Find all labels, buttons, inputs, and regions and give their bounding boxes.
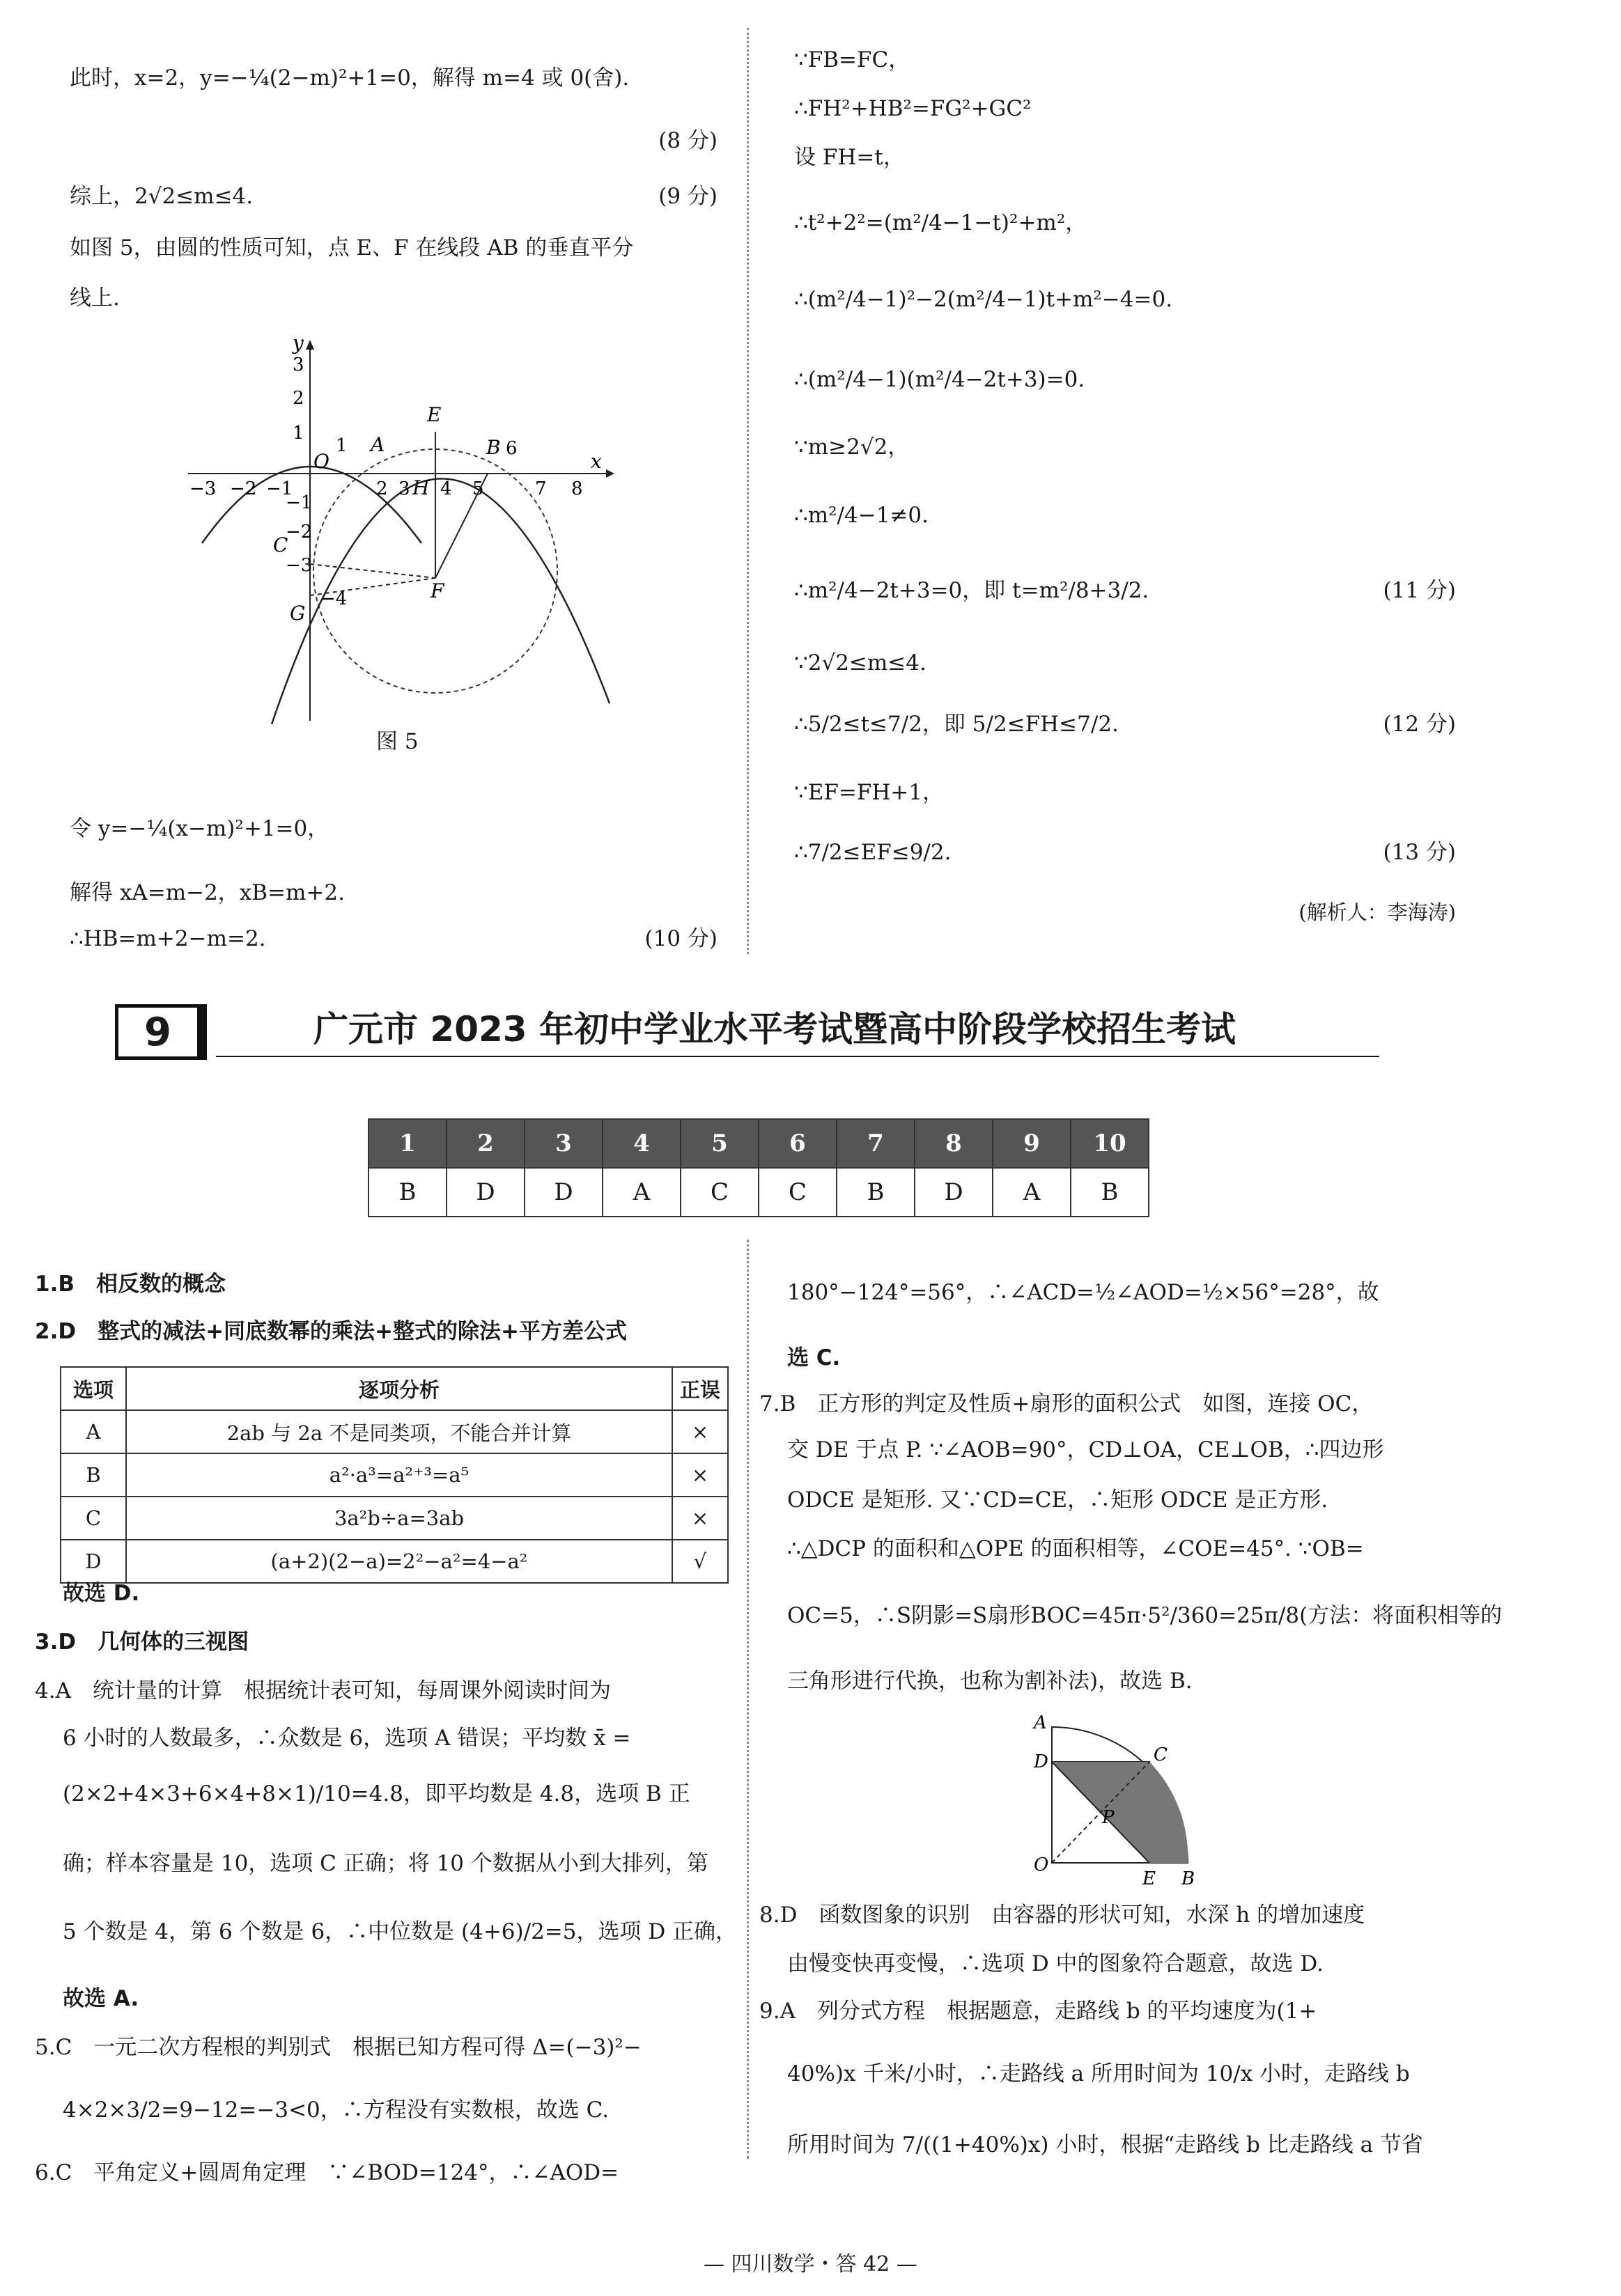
figure-5 <box>174 334 627 724</box>
q1-line: 1.B 相反数的概念 <box>35 1272 226 1297</box>
q4-line: 4.A 统计量的计算 根据统计表可知，每周课外阅读时间为 <box>35 1678 611 1703</box>
page-footer: — 四川数学・答 42 — <box>704 2252 917 2277</box>
tick-x: 3 <box>398 478 410 499</box>
q7-line: OC=5，∴S阴影=S扇形BOC=45π·5²/360=25π/8(方法：将面积相等的 <box>787 1603 1503 1628</box>
q5-line: 4×2×3/2=9−12=−3<0，∴方程没有实数根，故选 C. <box>63 2098 610 2123</box>
option-label: C <box>61 1497 126 1540</box>
label-E: E <box>427 403 442 426</box>
q4-end: 故选 A. <box>63 1986 139 2011</box>
label-A: A <box>1034 1712 1047 1733</box>
tick-y: 2 <box>293 388 304 409</box>
q8-line: 由慢变快再变慢，∴选项 D 中的图象符合题意，故选 D. <box>787 1951 1324 1976</box>
answer-cell: D <box>525 1168 603 1217</box>
score: (13 分) <box>1383 840 1456 865</box>
tick-x: −1 <box>266 478 293 499</box>
tick-y: −3 <box>286 555 313 576</box>
answer-header: 6 <box>759 1119 837 1168</box>
label-B: B <box>486 436 501 459</box>
text-line: ∴HB=m+2−m=2. <box>70 926 266 951</box>
label-G: G <box>290 602 306 625</box>
answer-cell: A <box>993 1168 1071 1217</box>
th-analysis: 逐项分析 <box>126 1367 672 1410</box>
q9-line: 40%)x 千米/小时，∴走路线 a 所用时间为 10/x 小时，走路线 b <box>787 2061 1410 2086</box>
answer-header: 5 <box>681 1119 759 1168</box>
option-label: B <box>61 1453 126 1497</box>
answer-cell: B <box>1071 1168 1149 1217</box>
option-label: A <box>61 1410 126 1453</box>
option-result: × <box>672 1453 728 1497</box>
tick-x: 4 <box>440 478 452 499</box>
section-number-box <box>115 1004 207 1060</box>
section-underline <box>216 1056 1379 1057</box>
tick-y: 1 <box>293 423 304 444</box>
axis-y-label: y <box>293 334 304 354</box>
option-analysis: (a+2)(2−a)=2²−a²=4−a² <box>126 1540 672 1583</box>
tick-y: 3 <box>293 354 304 375</box>
q9-line: 所用时间为 7/((1+40%)x) 小时，根据“走路线 b 比走路线 a 节省 <box>787 2132 1423 2157</box>
author-note: (解析人：李海涛) <box>1298 900 1456 924</box>
answer-header: 7 <box>837 1119 915 1168</box>
section-number: 9 <box>144 1009 171 1055</box>
text-line: ∵EF=FH+1， <box>794 780 945 805</box>
label-H: H <box>412 476 430 499</box>
score: (10 分) <box>644 926 718 951</box>
tick-x: 5 <box>472 478 484 499</box>
q2-line: 2.D 整式的减法+同底数幂的乘法+整式的除法+平方差公式 <box>35 1319 627 1344</box>
column-divider <box>747 1240 749 2159</box>
answer-cell: D <box>447 1168 525 1217</box>
label-O: O <box>313 450 329 473</box>
section-title: 广元市 2023 年初中学业水平考试暨高中阶段学校招生考试 <box>313 1009 1236 1049</box>
answer-header: 8 <box>915 1119 993 1168</box>
label-C: C <box>1154 1744 1168 1765</box>
options-table <box>60 1366 729 1584</box>
label-P: P <box>1102 1807 1115 1828</box>
label-D: D <box>1034 1751 1048 1772</box>
text-line: ∴7/2≤EF≤9/2. <box>794 840 952 865</box>
q6-end: 选 C. <box>787 1345 841 1370</box>
text-line: ∴FH²+HB²=FG²+GC² <box>794 96 1032 121</box>
text-line: 解得 xA=m−2，xB=m+2. <box>70 880 345 905</box>
text-line: ∵m≥2√2， <box>794 435 910 460</box>
text-line: 综上，2√2≤m≤4. <box>70 184 254 209</box>
th-result: 正误 <box>672 1367 728 1410</box>
q7-figure <box>1024 1706 1205 1887</box>
answer-header: 2 <box>447 1119 525 1168</box>
tick-x: −3 <box>189 478 217 499</box>
q7-line: ∴△DCP 的面积和△OPE 的面积相等，∠COE=45°. ∵OB= <box>787 1536 1364 1561</box>
option-label: D <box>61 1540 126 1583</box>
answer-cell: B <box>369 1168 447 1217</box>
tick-x: 7 <box>535 478 547 499</box>
answer-header: 1 <box>369 1119 447 1168</box>
answer-cell: C <box>681 1168 759 1217</box>
q5-line: 5.C 一元二次方程根的判别式 根据已知方程可得 Δ=(−3)²− <box>35 2035 642 2060</box>
text-line: 线上. <box>70 286 120 311</box>
label-F: F <box>431 579 444 602</box>
answer-header: 3 <box>525 1119 603 1168</box>
label-B: B <box>1181 1868 1195 1887</box>
label-C: C <box>273 533 288 556</box>
q7-line: 7.B 正方形的判定及性质+扇形的面积公式 如图，连接 OC， <box>759 1391 1374 1416</box>
q9-line: 9.A 列分式方程 根据题意，走路线 b 的平均速度为(1+ <box>759 1999 1317 2024</box>
text-line: 此时，x=2，y=−¼(2−m)²+1=0，解得 m=4 或 0(舍). <box>70 65 630 91</box>
q3-line: 3.D 几何体的三视图 <box>35 1630 249 1655</box>
answer-cell: A <box>603 1168 681 1217</box>
q7-line: 三角形进行代换，也称为割补法)，故选 B. <box>787 1669 1193 1694</box>
q7-line: 交 DE 于点 P. ∵∠AOB=90°，CD⊥OA，CE⊥OB，∴四边形 <box>787 1437 1384 1462</box>
q8-line: 8.D 函数图象的识别 由容器的形状可知，水深 h 的增加速度 <box>759 1903 1365 1928</box>
text-line: ∴(m²/4−1)(m²/4−2t+3)=0. <box>794 367 1085 392</box>
answer-header: 10 <box>1071 1119 1149 1168</box>
column-divider <box>747 28 749 954</box>
axis-x-label: x <box>591 450 602 473</box>
tick-x: 6 <box>506 438 518 459</box>
answer-header: 9 <box>993 1119 1071 1168</box>
score: (12 分) <box>1383 712 1456 737</box>
figure-caption: 图 5 <box>376 729 419 754</box>
text-line: ∴m²/4−2t+3=0，即 t=m²/8+3/2. <box>794 578 1149 603</box>
q4-line: 6 小时的人数最多，∴众数是 6，选项 A 错误；平均数 x̄ = <box>63 1726 631 1751</box>
text-line: ∴m²/4−1≠0. <box>794 503 929 528</box>
option-result: × <box>672 1497 728 1540</box>
text-line: ∴t²+2²=(m²/4−1−t)²+m²， <box>794 210 1087 235</box>
score: (8 分) <box>658 128 718 153</box>
text-line: ∵FB=FC， <box>794 47 910 72</box>
answer-cell: D <box>915 1168 993 1217</box>
option-analysis: 2ab 与 2a 不是同类项，不能合并计算 <box>126 1410 672 1453</box>
q6-line: 6.C 平角定义+圆周角定理 ∵∠BOD=124°，∴∠AOD= <box>35 2160 619 2185</box>
q4-line: (2×2+4×3+6×4+8×1)/10=4.8，即平均数是 4.8，选项 B 正 <box>63 1781 690 1806</box>
score: (9 分) <box>658 184 718 209</box>
q6-cont: 180°−124°=56°，∴∠ACD=½∠AOD=½×56°=28°，故 <box>787 1280 1379 1305</box>
text-line: 设 FH=t， <box>794 145 905 170</box>
tick-y: −2 <box>286 522 313 542</box>
text-line: ∴(m²/4−1)²−2(m²/4−1)t+m²−4=0. <box>794 287 1173 312</box>
text-line: ∴5/2≤t≤7/2，即 5/2≤FH≤7/2. <box>794 712 1119 737</box>
option-result: × <box>672 1410 728 1453</box>
q4-line: 5 个数是 4，第 6 个数是 6，∴中位数是 (4+6)/2=5，选项 D 正确， <box>63 1919 738 1944</box>
tick-x: 1 <box>336 435 348 456</box>
th-option: 选项 <box>61 1367 126 1410</box>
tick-y: −1 <box>286 492 313 513</box>
answer-table <box>368 1118 1149 1217</box>
label-O: O <box>1034 1854 1049 1875</box>
answer-cell: C <box>759 1168 837 1217</box>
q7-line: ODCE 是矩形. 又∵CD=CE，∴矩形 ODCE 是正方形. <box>787 1487 1328 1513</box>
option-result: √ <box>672 1540 728 1583</box>
text-line: 如图 5，由圆的性质可知，点 E、F 在线段 AB 的垂直平分 <box>70 235 634 260</box>
label-E: E <box>1142 1868 1156 1887</box>
tick-y: −4 <box>320 588 348 609</box>
q4-line: 确；样本容量是 10，选项 C 正确；将 10 个数据从小到大排列，第 <box>63 1851 708 1876</box>
label-A: A <box>371 433 385 456</box>
score: (11 分) <box>1383 578 1456 603</box>
option-analysis: a²·a³=a²⁺³=a⁵ <box>126 1453 672 1497</box>
tick-x: 8 <box>571 478 583 499</box>
tick-x: −2 <box>230 478 257 499</box>
q2-end: 故选 D. <box>63 1581 140 1606</box>
text-line: 令 y=−¼(x−m)²+1=0， <box>70 816 329 841</box>
answer-cell: B <box>837 1168 915 1217</box>
text-line: ∵2√2≤m≤4. <box>794 650 926 675</box>
option-analysis: 3a²b÷a=3ab <box>126 1497 672 1540</box>
answer-header: 4 <box>603 1119 681 1168</box>
tick-x: 2 <box>376 478 388 499</box>
